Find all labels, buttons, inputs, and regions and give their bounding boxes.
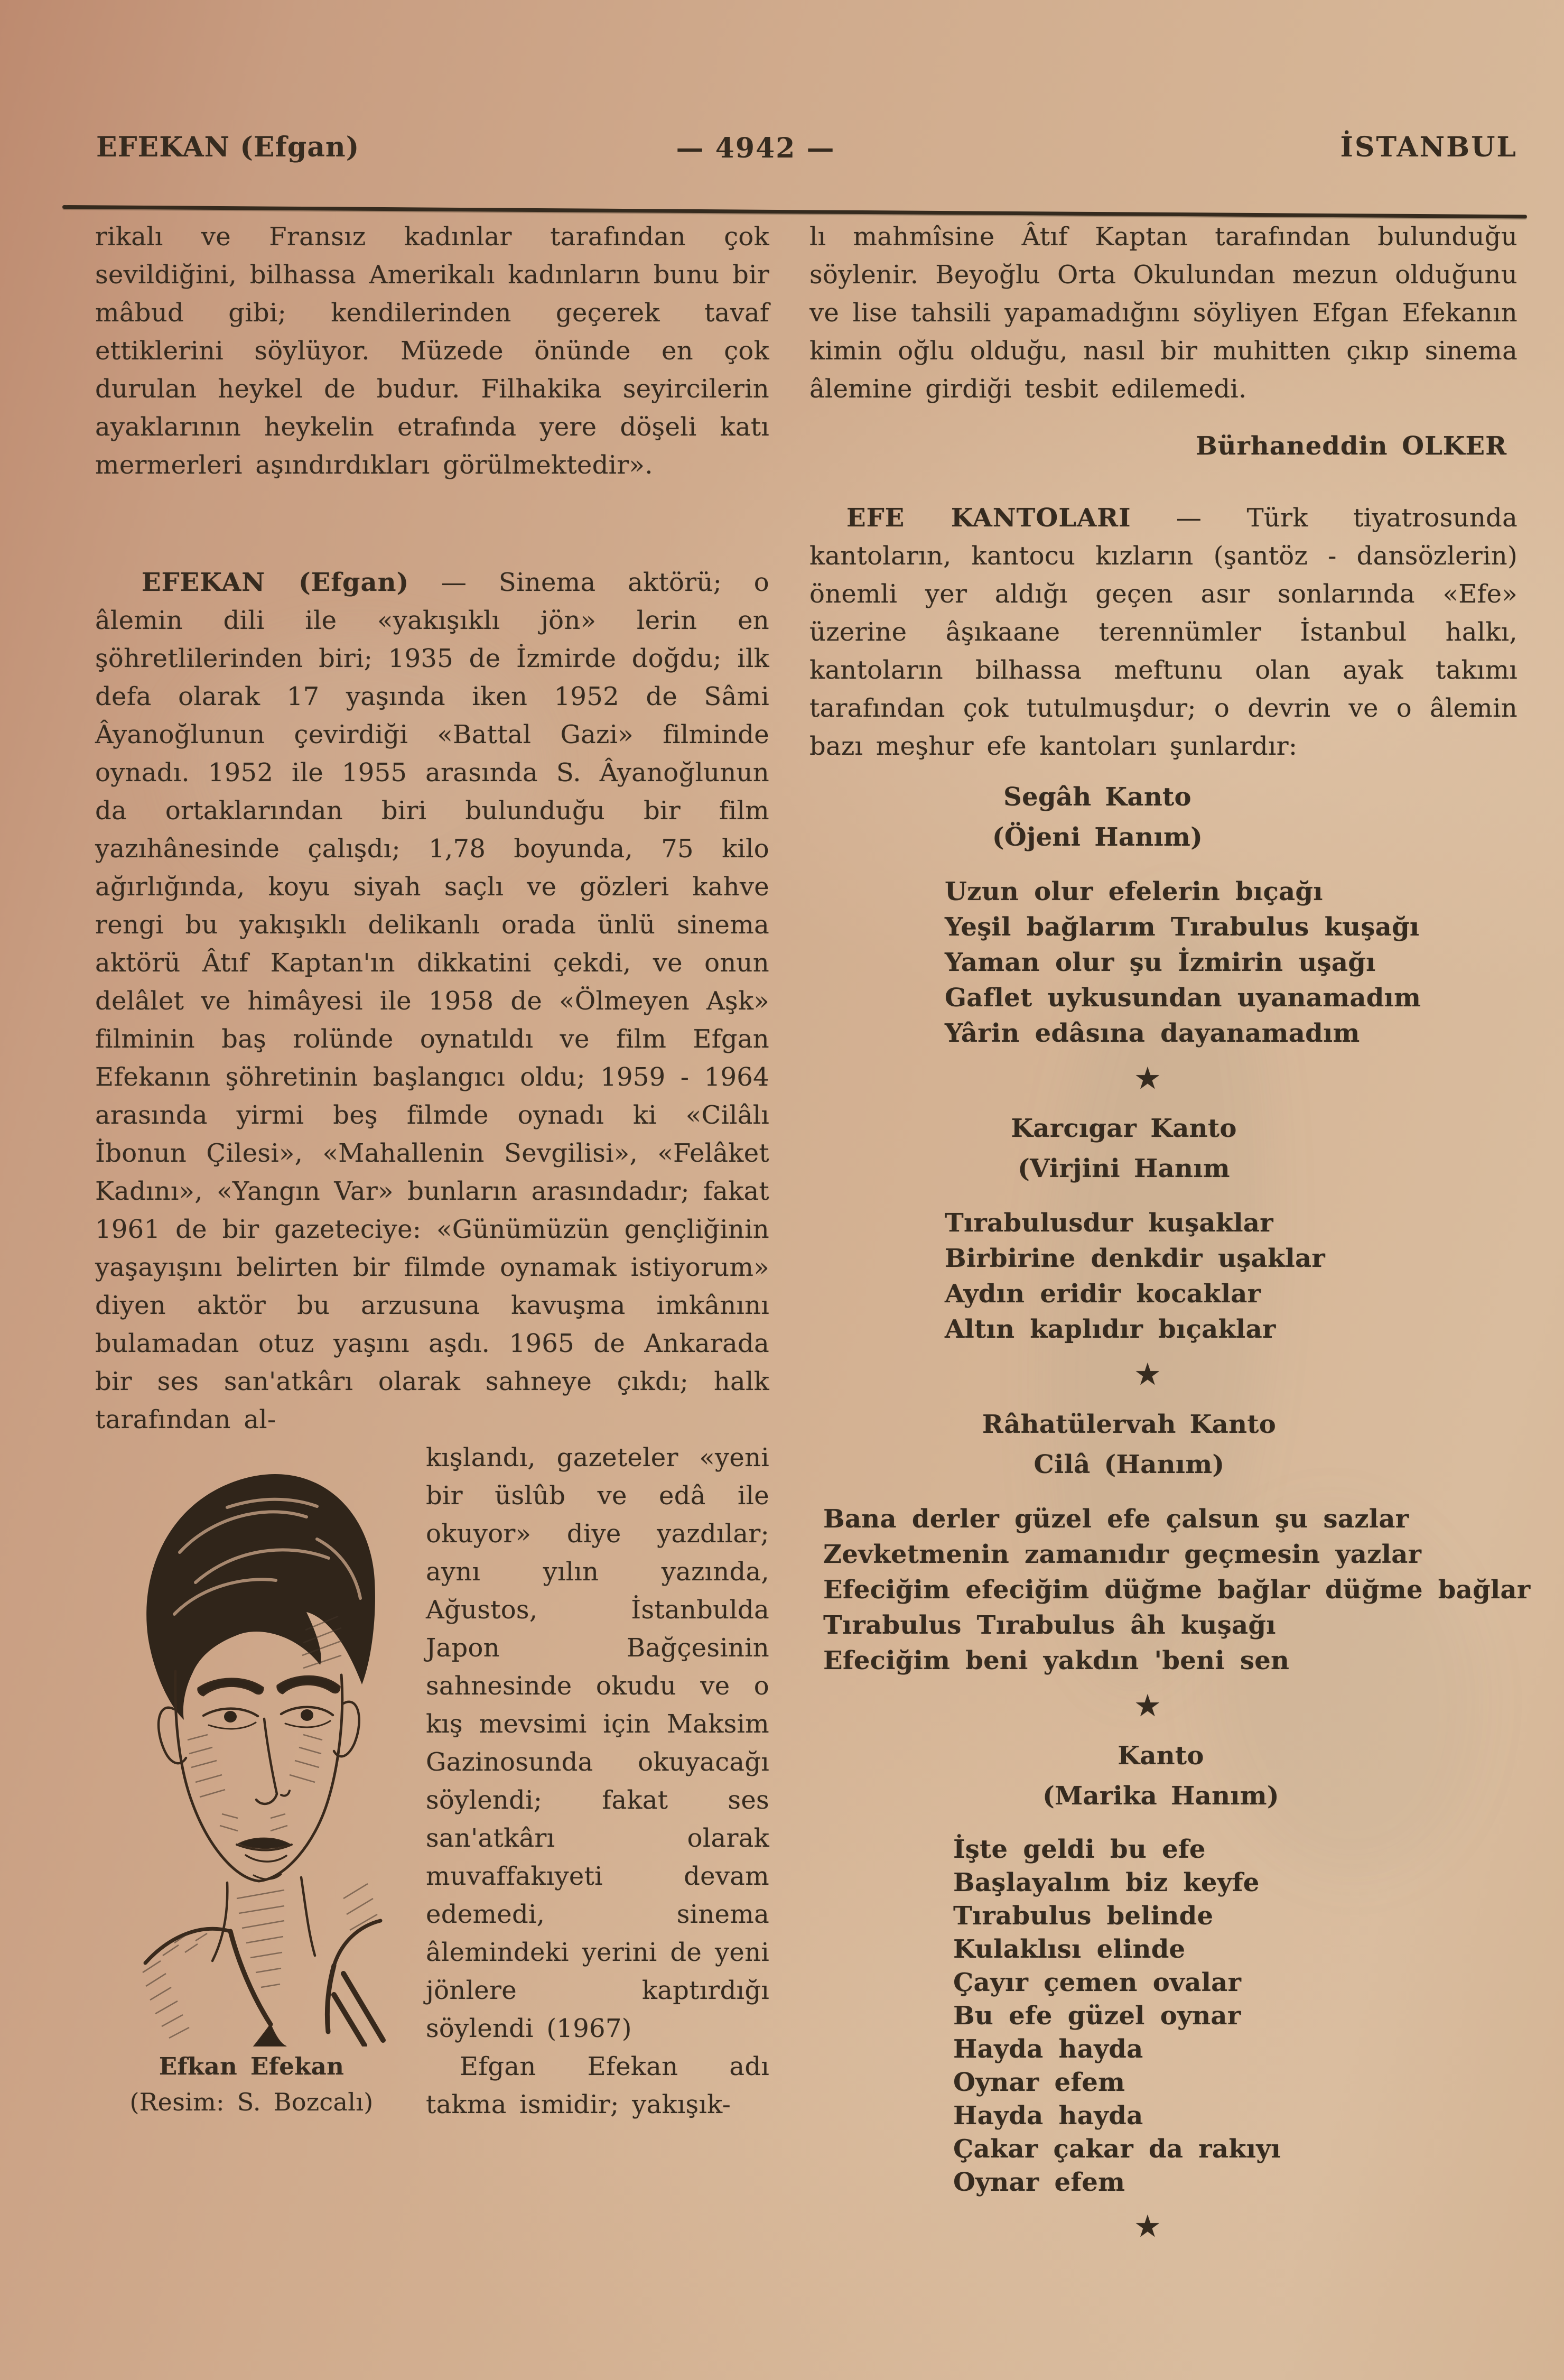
header-entry-title: EFEKAN (Efgan) (96, 131, 360, 163)
kanto-verse (809, 1206, 1518, 1347)
portrait-sketch-illustration (95, 1444, 407, 2046)
verse-line: Tırabulus Tırabulus âh kuşağı (823, 1610, 1276, 1640)
verse-line: Bana derler güzel efe çalsun şu sazlar (823, 1504, 1409, 1534)
star-divider-icon: ★ (1133, 1688, 1162, 1724)
verse-line: Çayır çemen ovalar (953, 1968, 1242, 1997)
kanto-subtitle: Cilâ (Hanım) (1034, 1450, 1225, 1479)
verse-line: İşte geldi bu efe (953, 1835, 1206, 1864)
verse-line: Yaman olur şu İzmirin uşağı (945, 948, 1376, 977)
entry-paragraph-text: — Türk tiyatrosunda kantoların, kantocu kızların (şantöz - dansözlerin) önemli yer aldığı geçen asır sonlarında «Efe» üzerine âşıkaane terennümler İstanbul halkı, kantoların bilhassa meftunu olan ayak takımı tarafından çok tutulmuşdur; o devrin ve o âlemin bazı meşhur efe kantoları şunlardır: (809, 503, 1518, 761)
kanto-title: Karcıgar Kanto (1011, 1114, 1237, 1143)
star-divider-icon: ★ (1133, 1060, 1162, 1096)
kanto-section-heading (809, 1109, 1518, 1188)
entry-heading-lead: EFE KANTOLARI (846, 503, 1131, 533)
verse-line: Gaflet uykusundan uyanamadım (945, 983, 1421, 1013)
entry-paragraph (95, 563, 769, 1439)
verse-line: Efeciğim efeciğim düğme bağlar düğme bağlar (823, 1575, 1531, 1605)
portrait-wrap-zone (95, 1439, 769, 2124)
portrait-caption-name: Efkan Efekan (159, 2052, 345, 2080)
author-signature: Bürhaneddin OLKER (1196, 431, 1507, 461)
verse-line: Çakar çakar da rakıyı (953, 2134, 1281, 2164)
verse-line: Zevketmenin zamanıdır geçmesin yazlar (823, 1540, 1422, 1569)
kanto-subtitle: (Marika Hanım) (1042, 1781, 1279, 1811)
left-column (95, 218, 769, 2124)
star-divider-icon: ★ (1133, 1356, 1162, 1392)
verse-line: Oynar efem (953, 2068, 1125, 2097)
header-publication-title: İSTANBUL (1340, 131, 1518, 163)
verse-line: Tırabulusdur kuşaklar (945, 1208, 1273, 1238)
star-divider-icon: ★ (1133, 2208, 1162, 2244)
verse-line: Başlayalım biz keyfe (953, 1868, 1260, 1897)
kanto-verse (809, 1833, 1518, 2199)
kanto-section-heading (809, 1405, 1518, 1484)
header-rule (62, 205, 1527, 218)
verse-line: Aydın eridir kocaklar (945, 1279, 1261, 1309)
page-header (0, 131, 1564, 168)
body-paragraph: lı mahmîsine Âtıf Kaptan tarafından bulunduğu söylenir. Beyoğlu Orta Okulundan mezun olduğunu ve lise tahsili yapamadığını söyliyen Efgan Efekanın kimin oğlu olduğu, nasıl bir muhitten çıkıp sinema âlemine girdiği tesbit edilemedi. (809, 222, 1518, 404)
entry-paragraph-text: — Sinema aktörü; o âlemin dili ile «yakışıklı jön» lerin en şöhretlilerinden biri; 1935 de İzmirde doğdu; ilk defa olarak 17 yaşında iken 1952 de Sâmi Âyanoğlunun çevirdiği «Battal Gazi» filminde oynadı. 1952 ile 1955 arasında S. Âyanoğlunun da ortaklarından biri bulunduğu bir film yazıhânesinde çalışdı; 1,78 boyunda, 75 kilo ağırlığında, koyu siyah saçlı ve gözleri kahve rengi bu yakışıklı delikanlı orada ünlü sinema aktörü Âtıf Kaptan'ın dikkatini çekdi, ve onun delâlet ve himâyesi ile 1958 de «Ölmeyen Aşk» filminin baş rolünde oynatıldı ve film Efgan Efekanın şöhretinin başlangıcı oldu; 1959 - 1964 arasında yirmi beş filmde oynadı ki «Cilâlı İbonun Çilesi», «Mahallenin Sevgilisi», «Felâket Kadını», «Yangın Var» bunların arasındadır; fakat 1961 de bir gazeteciye: «Günümüzün gençliğinin yaşayışını belirten bir filmde oynamak istiyorum» diyen aktör bu arzusuna kavuşma imkânını bulamadan otuz yaşını aşdı. 1965 de Ankarada bir ses san'atkârı olarak sahneye çıkdı; halk tarafından al- (95, 568, 770, 1434)
verse-line: Tırabulus belinde (953, 1901, 1214, 1931)
body-paragraph: kışlandı, gazeteler «yeni bir üslûb ve edâ ile okuyor» diye yazdılar; aynı yılın yazında, Ağustos, İstanbulda Japon Bağçesinin sahnesinde okudu ve o kış mevsimi için Maksim Gazinosunda okuyacağı söylendi; fakat ses san'atkârı olarak muvaffakıyeti devam edemedi, sinema âlemindeki yerini de yeni jönlere kaptırdığı söylendi (1967) (426, 1443, 769, 2043)
portrait-caption-credit: (Resim: S. Bozcalı) (129, 2088, 374, 2116)
verse-line: Yeşil bağlarım Tırabulus kuşağı (945, 912, 1420, 942)
verse-line: Bu efe güzel oynar (953, 2001, 1241, 2031)
verse-line: Yârin edâsına dayanamadım (945, 1018, 1360, 1048)
verse-line: Kulaklısı elinde (953, 1934, 1186, 1964)
verse-line: Efeciğim beni yakdın 'beni sen (823, 1646, 1290, 1675)
header-page-number: — 4942 — (676, 132, 835, 164)
verse-line: Hayda hayda (953, 2034, 1143, 2064)
verse-line: Altın kaplıdır bıçaklar (945, 1314, 1276, 1344)
kanto-verse (809, 1502, 1531, 1679)
kanto-section-heading (809, 778, 1518, 856)
entry-paragraph (809, 499, 1518, 765)
kanto-title: Segâh Kanto (1003, 782, 1191, 812)
verse-line: Uzun olur efelerin bıçağı (945, 877, 1323, 906)
kanto-verse (809, 874, 1518, 1051)
verse-line: Hayda hayda (953, 2101, 1143, 2131)
verse-line: Birbirine denkdir uşaklar (945, 1244, 1326, 1273)
entry-heading-lead: EFEKAN (Efgan) (142, 568, 409, 597)
kanto-subtitle: (Virjini Hanım (1018, 1154, 1230, 1183)
kanto-title: Kanto (1118, 1741, 1204, 1771)
verse-line: Oynar efem (953, 2168, 1125, 2197)
kanto-subtitle: (Öjeni Hanım) (992, 822, 1203, 852)
portrait-caption (95, 2050, 408, 2120)
kanto-section-heading (809, 1737, 1518, 1815)
portrait-figure (95, 1444, 408, 2120)
body-paragraph: Efgan Efekan adı takma ismidir; yakışık- (426, 2052, 769, 2119)
right-column (809, 218, 1531, 2245)
body-paragraph: rikalı ve Fransız kadınlar tarafından çok sevildiğini, bilhassa Amerikalı kadınların bunu bir mâbud gibi; kendilerinden geçerek tavaf ettiklerini söylüyor. Müzede önünde en çok durulan heykel de budur. Filhakika seyircilerin ayaklarının heykelin etrafında yere döşeli katı mermerleri aşındırdıkları görülmektedir». (95, 222, 769, 480)
kanto-title: Râhatülervah Kanto (982, 1410, 1277, 1439)
